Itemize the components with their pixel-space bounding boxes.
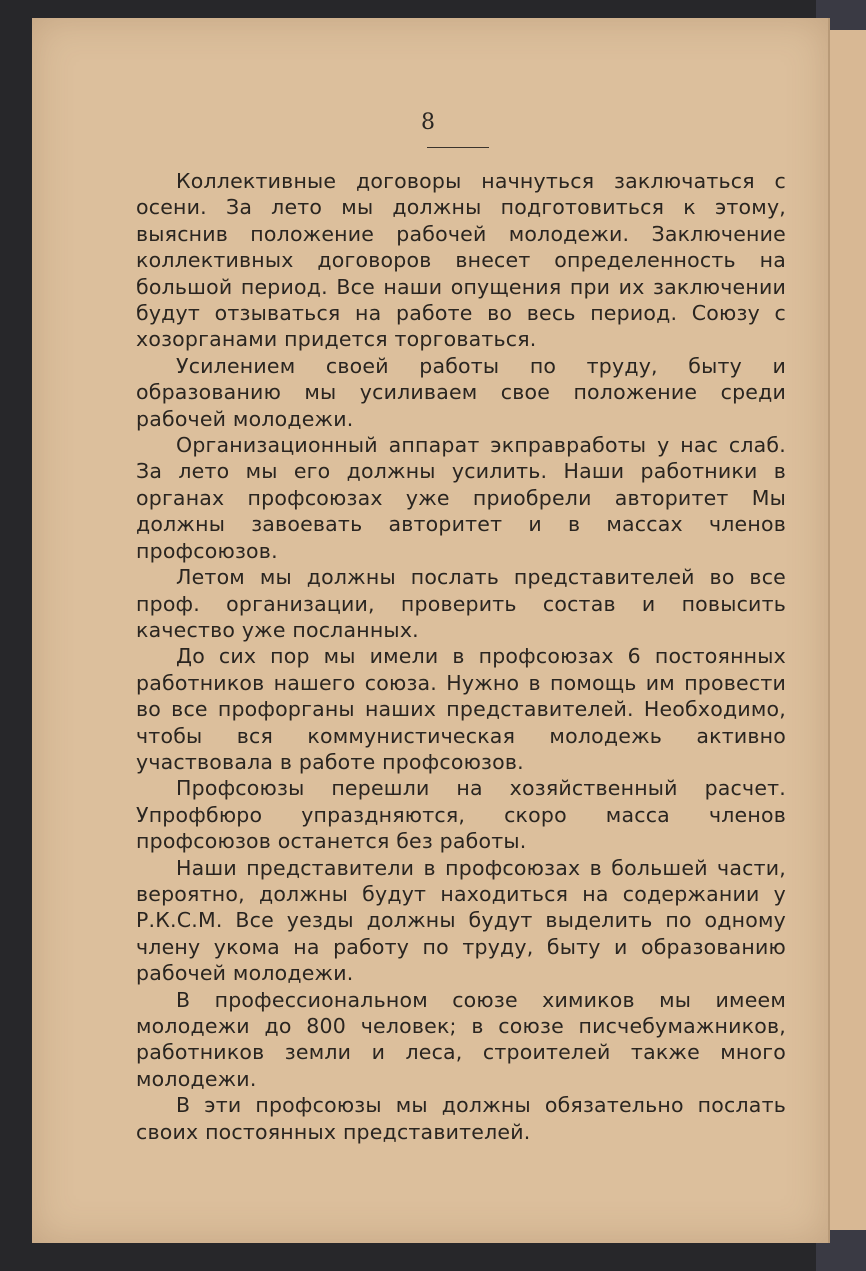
page-number: 8 xyxy=(421,110,435,135)
page-body-text xyxy=(136,168,786,1145)
paragraph: Наши представители в профсоюзах в большей части, вероятно, должны будут находиться на содержании у Р.К.С.М. Все уезды должны будут выделить по одному члену укома на работу по труду, быту и образованию рабочей молодежи. xyxy=(136,855,786,986)
paragraph: Усилением своей работы по труду, быту и образованию мы усиливаем свое положение среди рабочей молодежи. xyxy=(136,353,786,431)
paragraph: Коллективные договоры начнуться заключаться с осени. За лето мы должны подготовиться к этому, выяснив положение рабочей молодежи. Заключение коллективных договоров внесет определенность на большой период. Все наши опущения при их заключении будут отзываться на работе во весь период. Союзу с хозорганами придется торговаться. xyxy=(136,169,786,352)
paragraph: Организационный аппарат экправработы у нас слаб. За лето мы его должны усилить. Наши работники в органах профсоюзах уже приобрели авторитет Мы должны завоевать авторитет и в массах членов профсоюзов. xyxy=(136,433,786,563)
paragraph: В профессиональном союзе химиков мы имеем молодежи до 800 человек; в союзе писчебумажников, работников земли и леса, строителей также много молодежи. xyxy=(136,987,786,1091)
page-number-rule xyxy=(427,147,489,148)
adjacent-page-edge xyxy=(826,30,866,1230)
paragraph: Летом мы должны послать представителей во все проф. организации, проверить состав и повысить качество уже посланных. xyxy=(136,565,786,642)
paragraph: До сих пор мы имели в профсоюзах 6 постоянных работников нашего союза. Нужно в помощь им провести во все профорганы наших представителей. Необходимо, чтобы вся коммунистическая молодежь активно участвовала в работе профсоюзов. xyxy=(136,644,786,774)
paragraph: В эти профсоюзы мы должны обязательно послать своих постоянных представителей. xyxy=(136,1093,786,1144)
paragraph: Профсоюзы перешли на хозяйственный расчет. Упрофбюро упраздняются, скоро масса членов профсоюзов останется без работы. xyxy=(136,776,786,854)
